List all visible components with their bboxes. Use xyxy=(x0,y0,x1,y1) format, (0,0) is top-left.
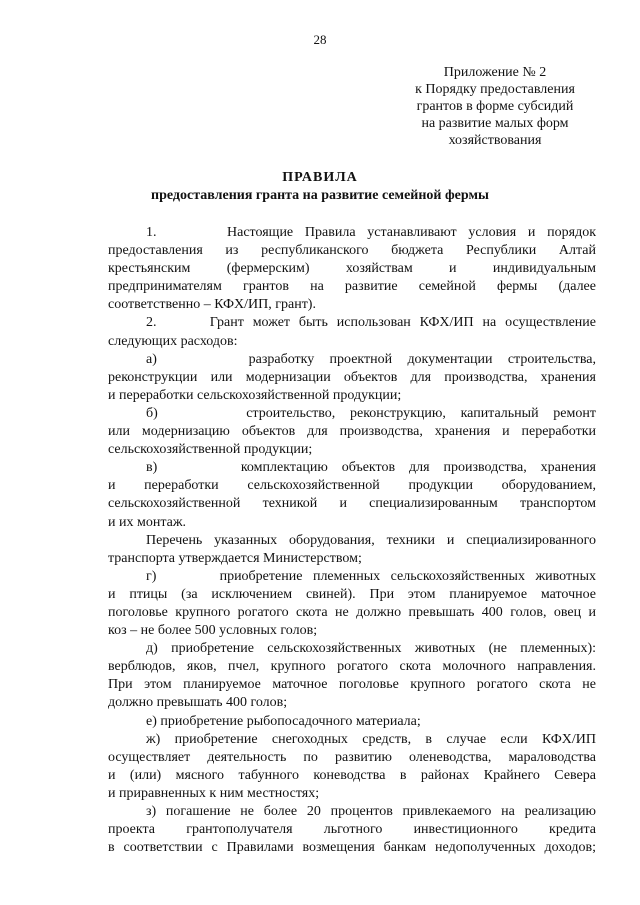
text-line: Перечень указанных оборудования, техники и специализированного xyxy=(146,532,596,548)
text-line: должно превышать 400 голов; xyxy=(108,695,288,711)
text-line: а) разработку проектной документации строительства, xyxy=(146,351,596,367)
text-line: в соответствии с Правилами возмещения банкам недополученных доходов; xyxy=(108,840,596,856)
text-line: реконструкции или модернизации объектов для производства, хранения xyxy=(108,369,596,385)
text-line: д) приобретение сельскохозяйственных животных (не племенных): xyxy=(146,641,596,657)
text-line: коз – не более 500 условных голов; xyxy=(108,623,318,639)
text-line: сельскохозяйственной продукции; xyxy=(108,442,313,458)
item-b xyxy=(108,405,596,459)
document-title: ПРАВИЛА xyxy=(282,170,358,185)
text-line: е) приобретение рыбопосадочного материала; xyxy=(146,713,421,729)
text-line: ж) приобретение снегоходных средств, в случае если КФХ/ИП xyxy=(146,731,596,747)
appendix-line: к Порядку предоставления xyxy=(415,82,575,97)
appendix-line: Приложение № 2 xyxy=(443,65,547,80)
paragraph-1 xyxy=(108,224,596,314)
item-v xyxy=(108,459,596,531)
text-line: осуществляет деятельность по развитию оленеводства, мараловодства xyxy=(108,749,596,765)
text-line: крестьянским (фермерским) хозяйствам и индивидуальным xyxy=(108,261,596,277)
text-line: транспорта утверждается Министерством; xyxy=(108,550,362,566)
appendix-line: на развитие малых форм xyxy=(421,116,569,131)
text-line: 2. Грант может быть использован КФХ/ИП на осуществление xyxy=(146,315,596,331)
text-line: 1. Настоящие Правила устанавливают условия и порядок xyxy=(146,225,596,240)
text-line: и переработки сельскохозяйственной продукции; xyxy=(108,387,402,403)
text-line: в) комплектацию объектов для производства, хранения xyxy=(146,460,596,476)
item-a xyxy=(108,351,596,405)
paragraph-2 xyxy=(108,314,596,350)
item-z xyxy=(108,803,596,857)
equipment-list-note xyxy=(108,532,596,568)
text-line: б) строительство, реконструкцию, капитальный ремонт xyxy=(146,405,596,421)
item-g xyxy=(108,568,596,640)
appendix-line: хозяйствования xyxy=(448,133,542,148)
text-line: предпринимателям грантов на развитие семейной фермы (далее xyxy=(108,279,596,295)
text-line: следующих расходов: xyxy=(108,333,238,349)
document-body xyxy=(108,224,596,857)
appendix-header xyxy=(390,64,600,149)
text-line: и птицы (за исключением свиней). При этом планируемое маточное xyxy=(108,586,596,602)
text-line: проекта грантополучателя льготного инвестиционного кредита xyxy=(108,822,596,838)
text-line: з) погашение не более 20 процентов привлекаемого на реализацию xyxy=(146,804,596,819)
text-line: или модернизацию объектов для производства, хранения и переработки xyxy=(108,424,596,440)
text-line: поголовье крупного рогатого скота не должно превышать 400 голов, овец и xyxy=(108,604,596,620)
document-subtitle: предоставления гранта на развитие семейной фермы xyxy=(151,188,489,203)
page-number: 28 xyxy=(313,32,327,47)
text-line: и переработки сельскохозяйственной продукции оборудованием, xyxy=(108,478,596,494)
item-zh xyxy=(108,731,596,803)
text-line: г) приобретение племенных сельскохозяйственных животных xyxy=(146,568,596,584)
text-line: сельскохозяйственной техникой и специализированным транспортом xyxy=(108,496,596,512)
text-line: При этом планируемое маточное поголовье крупного рогатого скота не xyxy=(108,677,596,693)
text-line: и их монтаж. xyxy=(108,514,187,530)
item-e xyxy=(108,713,596,731)
appendix-line: грантов в форме субсидий xyxy=(416,99,574,114)
text-line: и приравненных к ним местностях; xyxy=(108,785,320,801)
text-line: соответственно – КФХ/ИП, грант). xyxy=(108,297,316,313)
text-line: и (или) мясного табунного коневодства в районах Крайнего Севера xyxy=(108,767,596,783)
text-line: предоставления из республиканского бюджета Республики Алтай xyxy=(108,243,596,259)
text-line: верблюдов, яков, пчел, крупного рогатого скота молочного направления. xyxy=(108,659,596,675)
item-d xyxy=(108,640,596,712)
